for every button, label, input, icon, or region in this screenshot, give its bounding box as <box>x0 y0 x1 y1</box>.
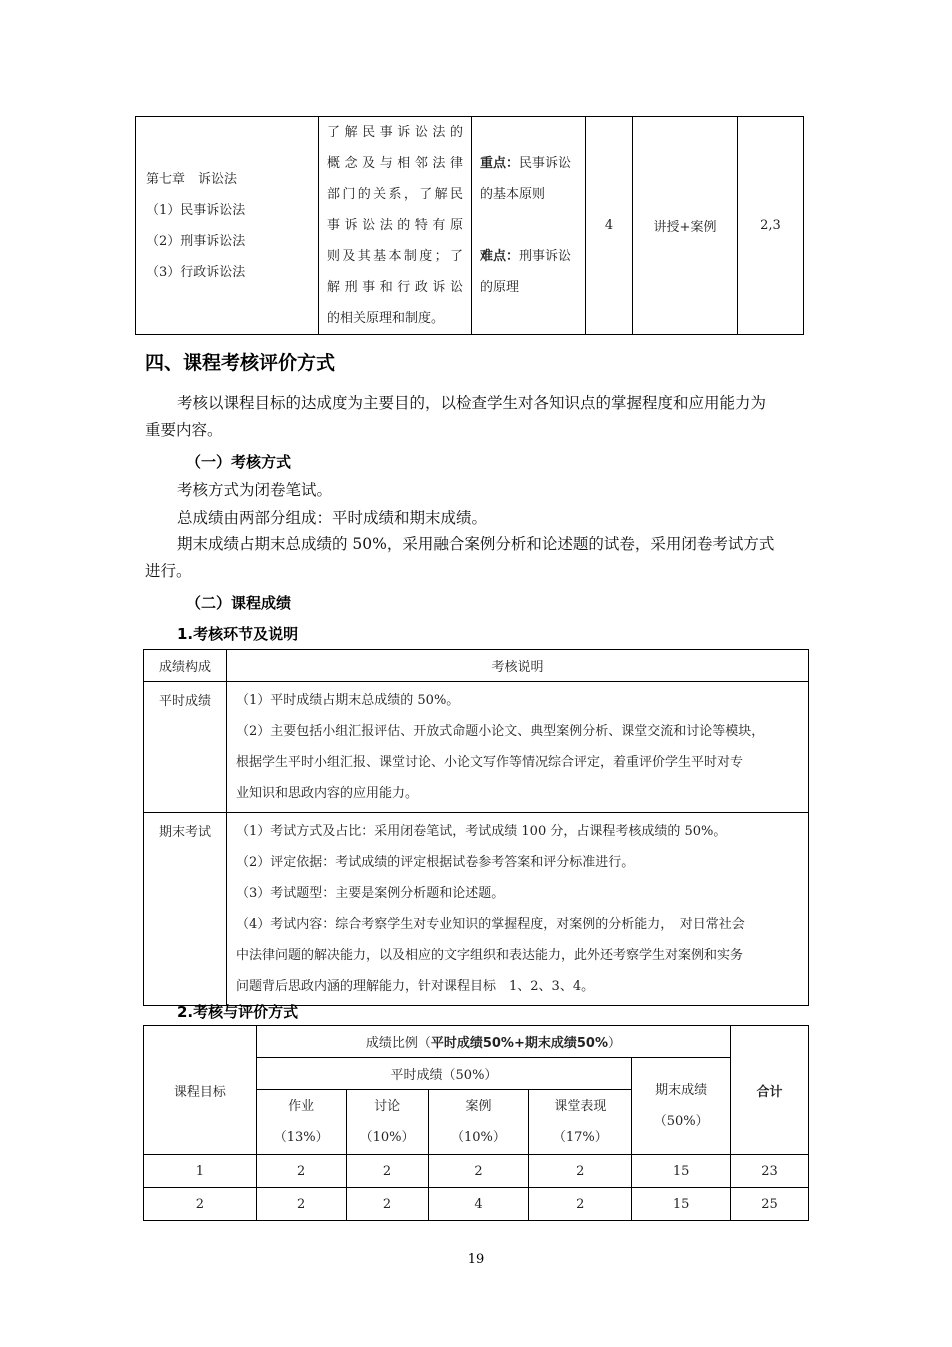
grade-table <box>143 1025 809 1221</box>
description-line: （1）平时成绩占期末总成绩的 50%。 <box>236 693 460 708</box>
subsection-title: （一）考核方式 <box>186 453 292 471</box>
description-line: 问题背后思政内涵的理解能力，针对课程目标 1、2、3、4。 <box>236 979 595 994</box>
method-cell: 讲授+案例 <box>633 117 738 335</box>
chapter-item: （2）刑事诉讼法 <box>146 233 246 249</box>
table-cell: 15 <box>632 1188 731 1221</box>
row-description <box>227 813 809 1006</box>
content-line: 部门的关系，了解民 <box>327 187 463 202</box>
table-header-row <box>144 650 809 682</box>
sub-header-name: 作业 <box>288 1099 315 1114</box>
table-row <box>144 1155 809 1188</box>
difficult-text: 的原理 <box>480 280 520 295</box>
table-cell: 2 <box>256 1155 346 1188</box>
sub-header-pct: （10%） <box>359 1130 415 1145</box>
table-cell: 23 <box>731 1155 809 1188</box>
goals-cell: 2,3 <box>738 117 804 335</box>
key-label: 重点： <box>480 156 520 171</box>
paragraph: 期末成绩占期末总成绩的 50%，采用融合案例分析和论述题的试卷，采用闭卷考试方式 <box>177 535 775 553</box>
table-row <box>144 1188 809 1221</box>
ratio-header <box>256 1026 730 1058</box>
table-header-row <box>144 1026 809 1058</box>
sub-header <box>428 1090 529 1155</box>
subsection-title: （二）课程成绩 <box>186 594 292 612</box>
row-description <box>227 682 809 813</box>
column-header: 考核说明 <box>227 650 809 682</box>
hours-cell: 4 <box>586 117 633 335</box>
description-line: 业知识和思政内容的应用能力。 <box>236 786 419 801</box>
content-line: 事诉讼法的特有原 <box>327 218 463 233</box>
paragraph: 进行。 <box>145 562 192 580</box>
description-line: （2）评定依据：考试成绩的评定根据试卷参考答案和评分标准进行。 <box>236 855 635 870</box>
table-cell: 25 <box>731 1188 809 1221</box>
sub-header-pct: （17%） <box>552 1130 608 1145</box>
table-cell: 2 <box>346 1188 428 1221</box>
chapter-item: （3）行政诉讼法 <box>146 264 246 280</box>
sub-header-name: 讨论 <box>374 1099 401 1114</box>
description-line: （3）考试题型：主要是案例分析题和论述题。 <box>236 886 505 901</box>
description-line: 根据学生平时小组汇报、课堂讨论、小论文写作等情况综合评定，着重评价学生平时对专 <box>236 755 744 770</box>
sub-header-pct: （13%） <box>273 1130 329 1145</box>
sub-header <box>529 1090 632 1155</box>
content-line: 则及其基本制度；了 <box>327 249 463 264</box>
description-line: （4）考试内容：综合考察学生对专业知识的掌握程度，对案例的分析能力， 对日常社会 <box>236 917 745 932</box>
table-cell: 2 <box>529 1155 632 1188</box>
item-title: 1.考核环节及说明 <box>177 625 299 643</box>
intro-line: 重要内容。 <box>145 421 223 439</box>
table-cell: 2 <box>346 1155 428 1188</box>
content-line: 解刑事和行政诉讼 <box>327 280 463 295</box>
table-row <box>144 813 809 1006</box>
sub-header <box>256 1090 346 1155</box>
table-row <box>144 682 809 813</box>
chapter-table <box>135 116 804 335</box>
item-title: 2.考核与评价方式 <box>177 1003 299 1021</box>
section-title: 四、课程考核评价方式 <box>145 352 336 374</box>
sub-header-name: 案例 <box>465 1099 492 1114</box>
table-cell: 15 <box>632 1155 731 1188</box>
ratio-bold: 平时成绩50%+期末成绩50% <box>430 1036 608 1051</box>
assessment-table <box>143 649 809 1006</box>
final-header-line: 期末成绩 <box>655 1083 708 1098</box>
difficult-label: 难点： <box>480 249 520 264</box>
sub-header-name: 课堂表现 <box>554 1099 607 1114</box>
column-header: 课程目标 <box>144 1026 257 1155</box>
final-header-line: （50%） <box>653 1114 709 1129</box>
description-line: 中法律问题的解决能力，以及相应的文字组织和表达能力，此外还考察学生对案例和实务 <box>236 948 744 963</box>
paragraph: 考核方式为闭卷笔试。 <box>177 481 333 499</box>
sub-header-pct: （10%） <box>451 1130 506 1145</box>
difficult-text: 刑事诉讼 <box>519 249 572 264</box>
key-text: 民事诉讼 <box>519 156 572 171</box>
content-line: 的相关原理和制度。 <box>327 311 445 326</box>
content-cell <box>319 117 472 335</box>
chapter-item: （1）民事诉讼法 <box>146 202 246 218</box>
table-cell: 2 <box>529 1188 632 1221</box>
description-line: （2）主要包括小组汇报评估、开放式命题小论文、典型案例分析、课堂交流和讨论等模块， <box>236 724 765 739</box>
usual-header: 平时成绩（50%） <box>256 1058 632 1090</box>
chapter-title: 第七章 诉讼法 <box>146 171 238 187</box>
content-line: 了解民事诉讼法的 <box>327 125 463 140</box>
content-line: 概念及与相邻法律 <box>327 156 463 171</box>
table-cell: 4 <box>428 1188 529 1221</box>
description-line: （1）考试方式及占比：采用闭卷笔试，考试成绩 100 分，占课程考核成绩的 50%。 <box>236 824 727 839</box>
key-text: 的基本原则 <box>480 187 546 202</box>
intro-line: 考核以课程目标的达成度为主要目的，以检查学生对各知识点的掌握程度和应用能力为 <box>177 394 767 412</box>
ratio-prefix: 成绩比例（ <box>365 1036 431 1051</box>
table-cell: 1 <box>144 1155 257 1188</box>
table-row <box>136 117 804 335</box>
paragraph: 总成绩由两部分组成：平时成绩和期末成绩。 <box>177 509 488 527</box>
page-number: 19 <box>467 1252 485 1267</box>
table-cell: 2 <box>256 1188 346 1221</box>
table-cell: 2 <box>428 1155 529 1188</box>
column-header: 成绩构成 <box>144 650 227 682</box>
final-header <box>632 1058 731 1155</box>
chapter-cell <box>136 117 319 335</box>
sub-header <box>346 1090 428 1155</box>
table-cell: 2 <box>144 1188 257 1221</box>
row-label: 平时成绩 <box>144 682 227 813</box>
key-points-cell <box>472 117 586 335</box>
ratio-suffix: ） <box>607 1036 621 1051</box>
total-header: 合计 <box>731 1026 809 1155</box>
row-label: 期末考试 <box>144 813 227 1006</box>
